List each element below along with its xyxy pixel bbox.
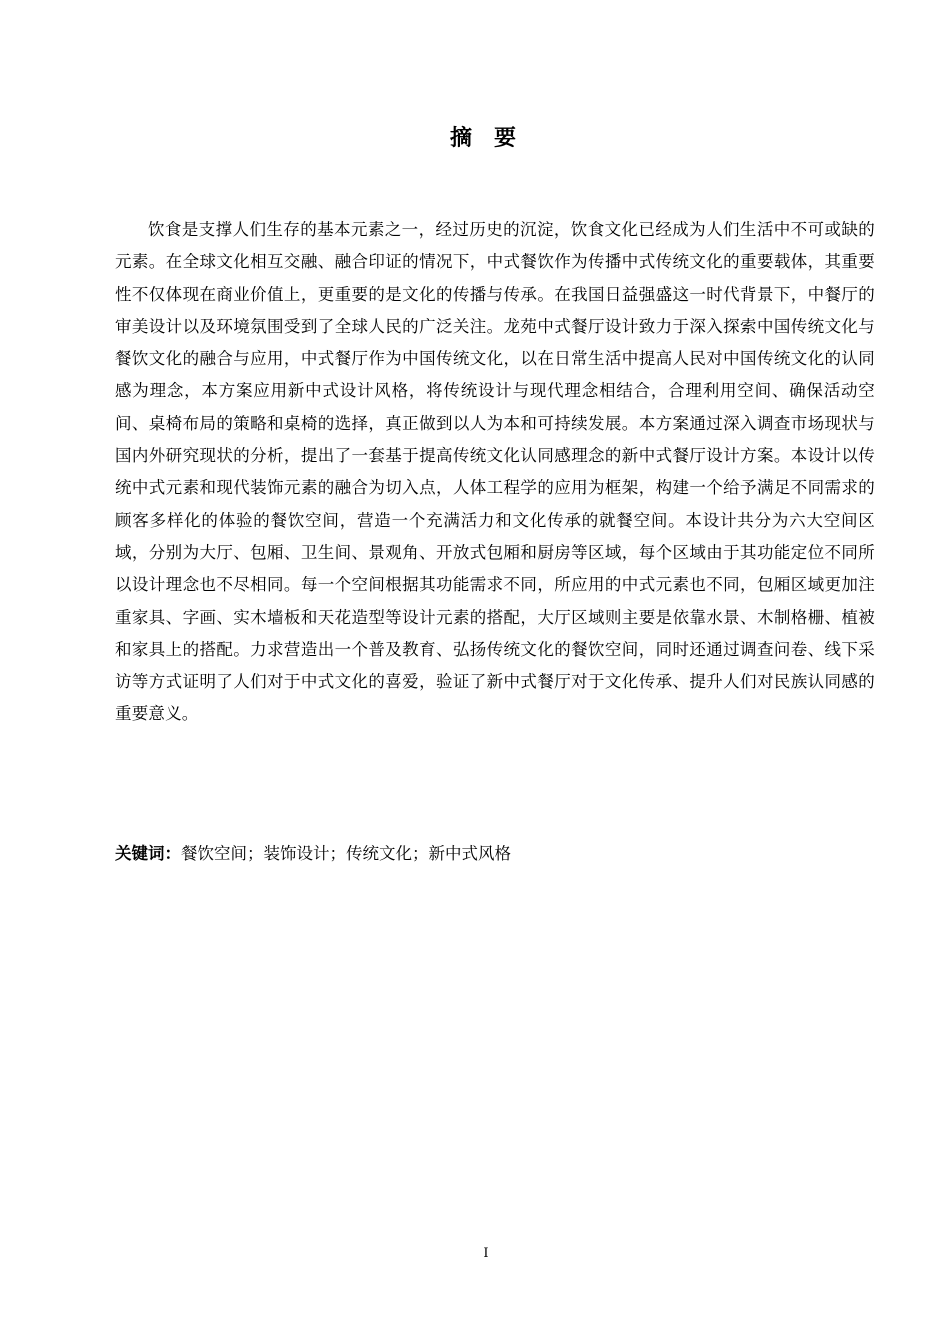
- title-char-1: 摘: [449, 126, 472, 151]
- keywords-label: 关键词：: [115, 844, 181, 863]
- abstract-paragraph: 饮食是支撑人们生存的基本元素之一，经过历史的沉淀，饮食文化已经成为人们生活中不可或缺的元素。在全球文化相互交融、融合印证的情况下，中式餐饮作为传播中式传统文化的重要载体，其重要性不仅体现在商业价值上，更重要的是文化的传播与传承。在我国日益强盛这一时代背景下，中餐厅的审美设计以及环境氛围受到了全球人民的广泛关注。龙苑中式餐厅设计致力于深入探索中国传统文化与餐饮文化的融合与应用，中式餐厅作为中国传统文化，以在日常生活中提高人民对中国传统文化的认同感为理念，本方案应用新中式设计风格，将传统设计与现代理念相结合，合理利用空间、确保活动空间、桌椅布局的策略和桌椅的选择，真正做到以人为本和可持续发展。本方案通过深入调查市场现状与国内外研究现状的分析，提出了一套基于提高传统文化认同感理念的新中式餐厅设计方案。本设计以传统中式元素和现代装饰元素的融合为切入点，人体工程学的应用为框架，构建一个给予满足不同需求的顾客多样化的体验的餐饮空间，营造一个充满活力和文化传承的就餐空间。本设计共分为六大空间区域，分别为大厅、包厢、卫生间、景观角、开放式包厢和厨房等区域，每个区域由于其功能定位不同所以设计理念也不尽相同。每一个空间根据其功能需求不同，所应用的中式元素也不同，包厢区域更加注重家具、字画、实木墙板和天花造型等设计元素的搭配，大厅区域则主要是依靠水景、木制格栅、植被和家具上的搭配。力求营造出一个普及教育、弘扬传统文化的餐饮空间，同时还通过调查问卷、线下采访等方式证明了人们对于中式文化的喜爱，验证了新中式餐厅对于文化传承、提升人们对民族认同感的重要意义。: [115, 220, 875, 724]
- page-number: I: [483, 1246, 489, 1261]
- title-char-2: 要: [494, 126, 517, 151]
- keywords-line: [115, 838, 875, 870]
- page-title: [0, 121, 950, 157]
- keywords-text: 餐饮空间；装饰设计；传统文化；新中式风格: [181, 844, 511, 863]
